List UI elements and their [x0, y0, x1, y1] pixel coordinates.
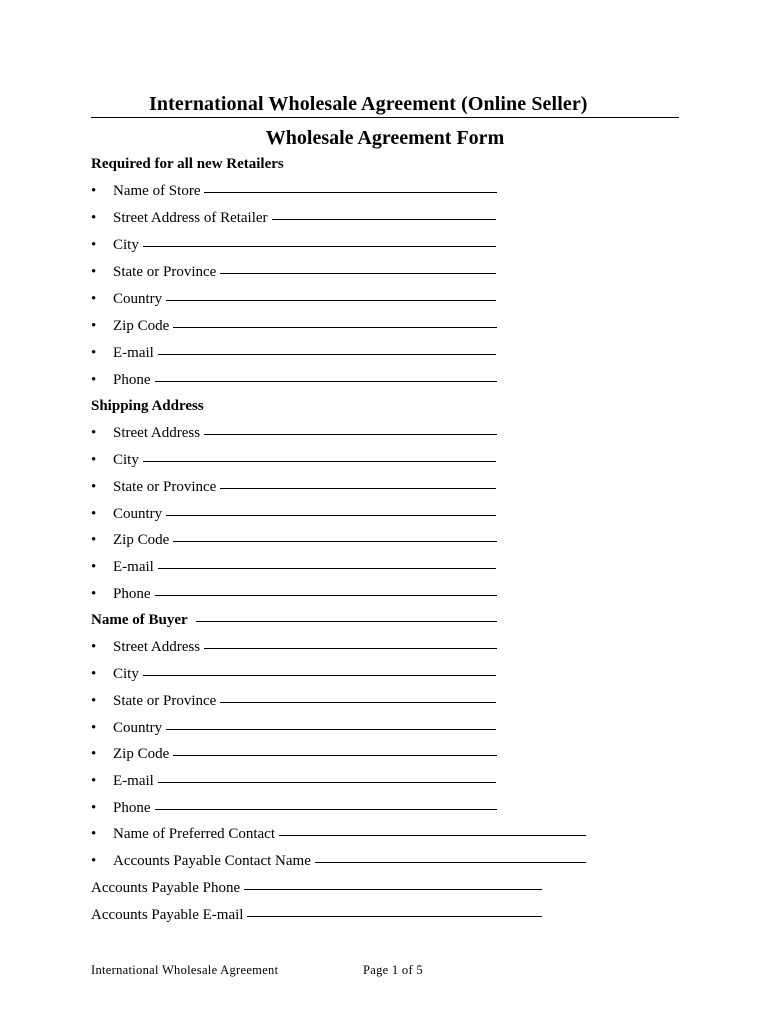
fill-in-line[interactable]: [272, 218, 496, 220]
fill-in-line[interactable]: [143, 460, 496, 462]
fill-in-line[interactable]: [173, 326, 497, 328]
field-label: State or Province: [113, 479, 217, 495]
field-label: Name of Preferred Contact: [113, 826, 276, 842]
field-label: Country: [113, 506, 163, 522]
bullet-icon: [91, 586, 113, 603]
section-heading-buyer[interactable]: [91, 612, 497, 634]
field-row-accounts-payable-contact-name[interactable]: [91, 853, 586, 875]
field-row-city[interactable]: [91, 237, 496, 259]
bullet-icon: [91, 826, 113, 843]
bullet-icon: [91, 853, 113, 870]
field-row-shipping-zip-code[interactable]: [91, 532, 497, 554]
fill-in-line[interactable]: [158, 781, 496, 783]
fill-in-line[interactable]: [158, 567, 496, 569]
field-row-state-or-province[interactable]: [91, 264, 496, 286]
fill-in-line[interactable]: [155, 594, 497, 596]
bullet-icon: [91, 666, 113, 683]
footer-page-number: Page 1 of 5: [363, 963, 423, 977]
field-row-shipping-country[interactable]: [91, 506, 496, 528]
field-label: City: [113, 452, 139, 468]
bullet-icon: [91, 746, 113, 763]
bullet-icon: [91, 532, 113, 549]
bullet-icon: [91, 291, 113, 308]
fill-in-line[interactable]: [244, 888, 542, 890]
fill-in-line[interactable]: [204, 647, 497, 649]
field-row-email[interactable]: [91, 345, 496, 367]
fill-in-line[interactable]: [220, 272, 496, 274]
bullet-icon: [91, 183, 113, 200]
bullet-icon: [91, 639, 113, 656]
field-row-shipping-email[interactable]: [91, 559, 496, 581]
field-row-name-of-preferred-contact[interactable]: [91, 826, 586, 848]
field-row-buyer-state-or-province[interactable]: [91, 693, 496, 715]
field-row-phone[interactable]: [91, 372, 497, 394]
bullet-icon: [91, 452, 113, 469]
bullet-icon: [91, 372, 113, 389]
field-row-accounts-payable-phone[interactable]: [91, 880, 542, 902]
fill-in-line[interactable]: [166, 299, 496, 301]
field-row-buyer-phone[interactable]: [91, 800, 497, 822]
field-label: Zip Code: [113, 318, 170, 334]
field-row-shipping-city[interactable]: [91, 452, 496, 474]
fill-in-line[interactable]: [173, 754, 497, 756]
bullet-icon: [91, 345, 113, 362]
field-row-buyer-zip-code[interactable]: [91, 746, 497, 768]
fill-in-line[interactable]: [143, 245, 496, 247]
fill-in-line[interactable]: [220, 487, 496, 489]
field-label: Name of Store: [113, 183, 201, 199]
bullet-icon: [91, 720, 113, 737]
fill-in-line[interactable]: [279, 834, 586, 836]
fill-in-line[interactable]: [196, 620, 497, 622]
fill-in-line[interactable]: [220, 701, 496, 703]
section-heading-shipping: [91, 398, 204, 420]
field-label: City: [113, 237, 139, 253]
fill-in-line[interactable]: [158, 353, 496, 355]
field-row-name-of-store[interactable]: [91, 183, 497, 205]
field-row-zip-code[interactable]: [91, 318, 497, 340]
field-label: Phone: [113, 372, 151, 388]
field-label: Phone: [113, 800, 151, 816]
field-label: State or Province: [113, 264, 217, 280]
fill-in-line[interactable]: [173, 540, 497, 542]
field-label: Street Address of Retailer: [113, 210, 268, 226]
field-row-accounts-payable-email[interactable]: [91, 907, 542, 929]
field-label: Street Address: [113, 425, 201, 441]
field-row-buyer-street-address[interactable]: [91, 639, 497, 661]
fill-in-line[interactable]: [155, 380, 497, 382]
field-label: E-mail: [113, 345, 154, 361]
bullet-icon: [91, 559, 113, 576]
document-title: International Wholesale Agreement (Online Seller): [149, 93, 588, 115]
field-label: Country: [113, 720, 163, 736]
footer-document-name: International Wholesale Agreement: [91, 963, 279, 977]
fill-in-line[interactable]: [155, 808, 497, 810]
field-label: State or Province: [113, 693, 217, 709]
bullet-icon: [91, 773, 113, 790]
fill-in-line[interactable]: [204, 433, 497, 435]
field-row-buyer-country[interactable]: [91, 720, 496, 742]
field-row-shipping-state-or-province[interactable]: [91, 479, 496, 501]
field-label: Zip Code: [113, 532, 170, 548]
heading-label: Name of Buyer: [91, 612, 188, 628]
field-row-street-address-of-retailer[interactable]: [91, 210, 496, 232]
fill-in-line[interactable]: [315, 861, 586, 863]
field-row-shipping-street-address[interactable]: [91, 425, 497, 447]
heading-label: Shipping Address: [91, 398, 204, 414]
field-label: Accounts Payable Phone: [91, 880, 241, 896]
field-row-country[interactable]: [91, 291, 496, 313]
field-row-shipping-phone[interactable]: [91, 586, 497, 608]
bullet-icon: [91, 693, 113, 710]
field-label: Accounts Payable Contact Name: [113, 853, 311, 869]
field-label: E-mail: [113, 773, 154, 789]
section-heading-retailers: [91, 156, 284, 178]
fill-in-line[interactable]: [166, 514, 496, 516]
fill-in-line[interactable]: [166, 728, 496, 730]
field-label: Zip Code: [113, 746, 170, 762]
field-label: City: [113, 666, 139, 682]
bullet-icon: [91, 210, 113, 227]
field-label: Phone: [113, 586, 151, 602]
bullet-icon: [91, 506, 113, 523]
bullet-icon: [91, 318, 113, 335]
document-subtitle: Wholesale Agreement Form: [265, 127, 505, 149]
bullet-icon: [91, 425, 113, 442]
title-underline: [91, 93, 679, 118]
fill-in-line[interactable]: [143, 674, 496, 676]
field-label: Street Address: [113, 639, 201, 655]
bullet-icon: [91, 479, 113, 496]
heading-label: Required for all new Retailers: [91, 156, 284, 172]
fill-in-line[interactable]: [204, 191, 497, 193]
field-row-buyer-city[interactable]: [91, 666, 496, 688]
field-label: Country: [113, 291, 163, 307]
field-row-buyer-email[interactable]: [91, 773, 496, 795]
bullet-icon: [91, 237, 113, 254]
field-label: E-mail: [113, 559, 154, 575]
bullet-icon: [91, 800, 113, 817]
bullet-icon: [91, 264, 113, 281]
field-label: Accounts Payable E-mail: [91, 907, 244, 923]
fill-in-line[interactable]: [247, 915, 542, 917]
